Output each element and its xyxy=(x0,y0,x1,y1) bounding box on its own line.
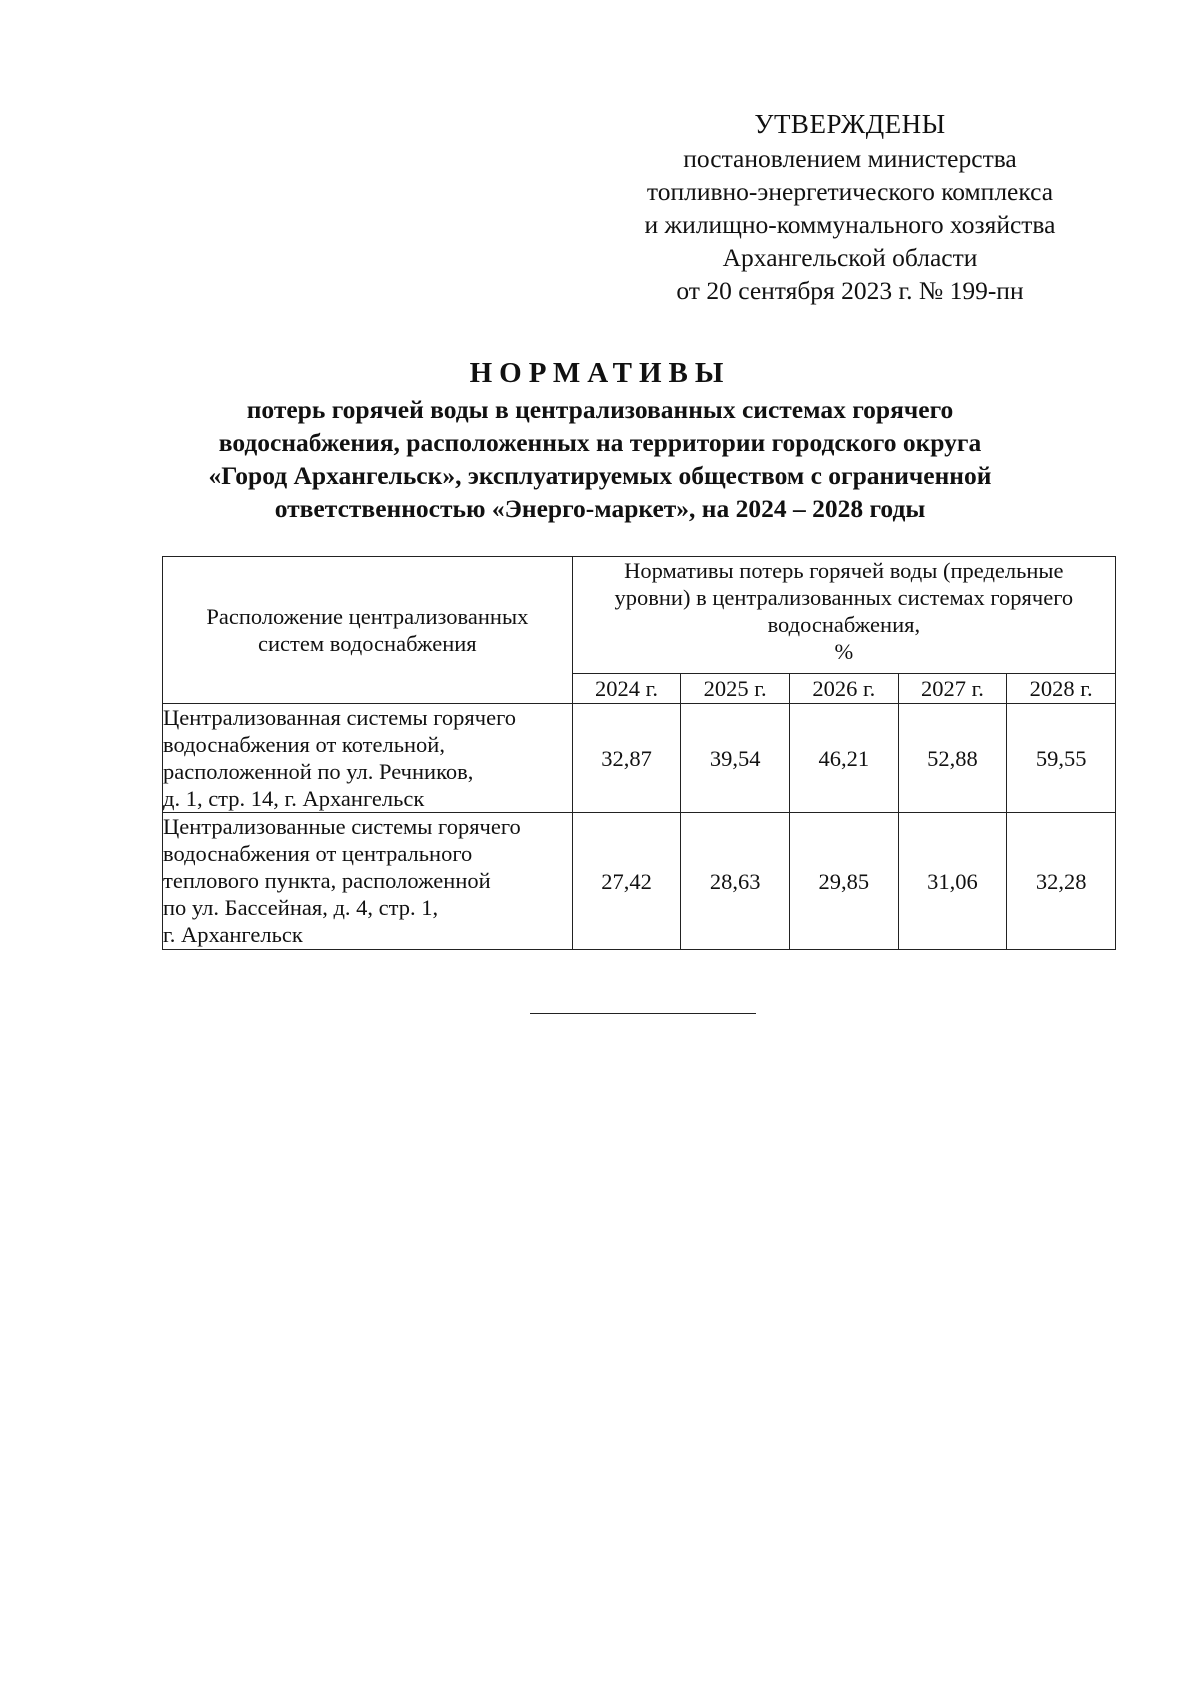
header-unit: % xyxy=(834,639,854,664)
location-line: по ул. Бассейная, д. 4, стр. 1, xyxy=(163,895,439,920)
value-cell: 32,28 xyxy=(1007,813,1116,950)
location-line: теплового пункта, расположенной xyxy=(163,868,491,893)
location-cell xyxy=(163,813,573,950)
approval-date-line: от 20 сентября 2023 г. № 199-пн xyxy=(676,276,1024,305)
year-header: 2027 г. xyxy=(898,674,1007,704)
approval-block xyxy=(630,108,1070,307)
value-cell: 52,88 xyxy=(898,704,1007,813)
header-line: водоснабжения, xyxy=(767,612,921,637)
approval-heading: УТВЕРЖДЕНЫ xyxy=(754,109,946,139)
value-cell: 29,85 xyxy=(789,813,898,950)
header-line: уровни) в централизованных системах горячего xyxy=(614,585,1074,610)
year-header: 2028 г. xyxy=(1007,674,1116,704)
approval-line: постановлением министерства xyxy=(683,144,1017,173)
table-row xyxy=(163,704,1116,813)
value-cell: 32,87 xyxy=(572,704,681,813)
approval-line: топливно-энергетического комплекса xyxy=(646,177,1054,206)
location-column-header xyxy=(163,557,573,704)
table-header-row xyxy=(163,557,1116,674)
value-cell: 27,42 xyxy=(572,813,681,950)
title-line: водоснабжения, расположенных на территории городского округа xyxy=(218,428,982,457)
location-line: д. 1, стр. 14, г. Архангельск xyxy=(163,786,425,811)
location-line: расположенной по ул. Речников, xyxy=(163,759,474,784)
year-header: 2025 г. xyxy=(681,674,790,704)
year-header: 2024 г. xyxy=(572,674,681,704)
norms-table xyxy=(162,556,1116,950)
value-cell: 28,63 xyxy=(681,813,790,950)
value-cell: 59,55 xyxy=(1007,704,1116,813)
value-cell: 31,06 xyxy=(898,813,1007,950)
document-title xyxy=(150,355,1050,525)
location-line: Централизованная системы горячего xyxy=(163,705,517,730)
location-line: водоснабжения от котельной, xyxy=(163,732,445,757)
value-cell: 39,54 xyxy=(681,704,790,813)
title-line: потерь горячей воды в централизованных системах горячего xyxy=(246,395,954,424)
location-cell xyxy=(163,704,573,813)
header-line: Расположение централизованных xyxy=(206,604,529,629)
location-line: г. Архангельск xyxy=(163,922,303,947)
header-line: Нормативы потерь горячей воды (предельные xyxy=(624,558,1064,583)
location-line: Централизованные системы горячего xyxy=(163,814,521,839)
title-line: ответственностью «Энерго-маркет», на 2024 – 2028 годы xyxy=(274,494,926,523)
approval-line: и жилищно-коммунального хозяйства xyxy=(644,210,1056,239)
location-line: водоснабжения от центрального xyxy=(163,841,473,866)
end-divider xyxy=(530,1013,756,1014)
table-row xyxy=(163,813,1116,950)
title-main: НОРМАТИВЫ xyxy=(469,357,731,389)
approval-line: Архангельской области xyxy=(722,243,978,272)
norms-column-header xyxy=(572,557,1115,674)
value-cell: 46,21 xyxy=(789,704,898,813)
year-header: 2026 г. xyxy=(789,674,898,704)
title-line: «Город Архангельск», эксплуатируемых обществом с ограниченной xyxy=(208,461,992,490)
header-line: систем водоснабжения xyxy=(258,631,477,656)
